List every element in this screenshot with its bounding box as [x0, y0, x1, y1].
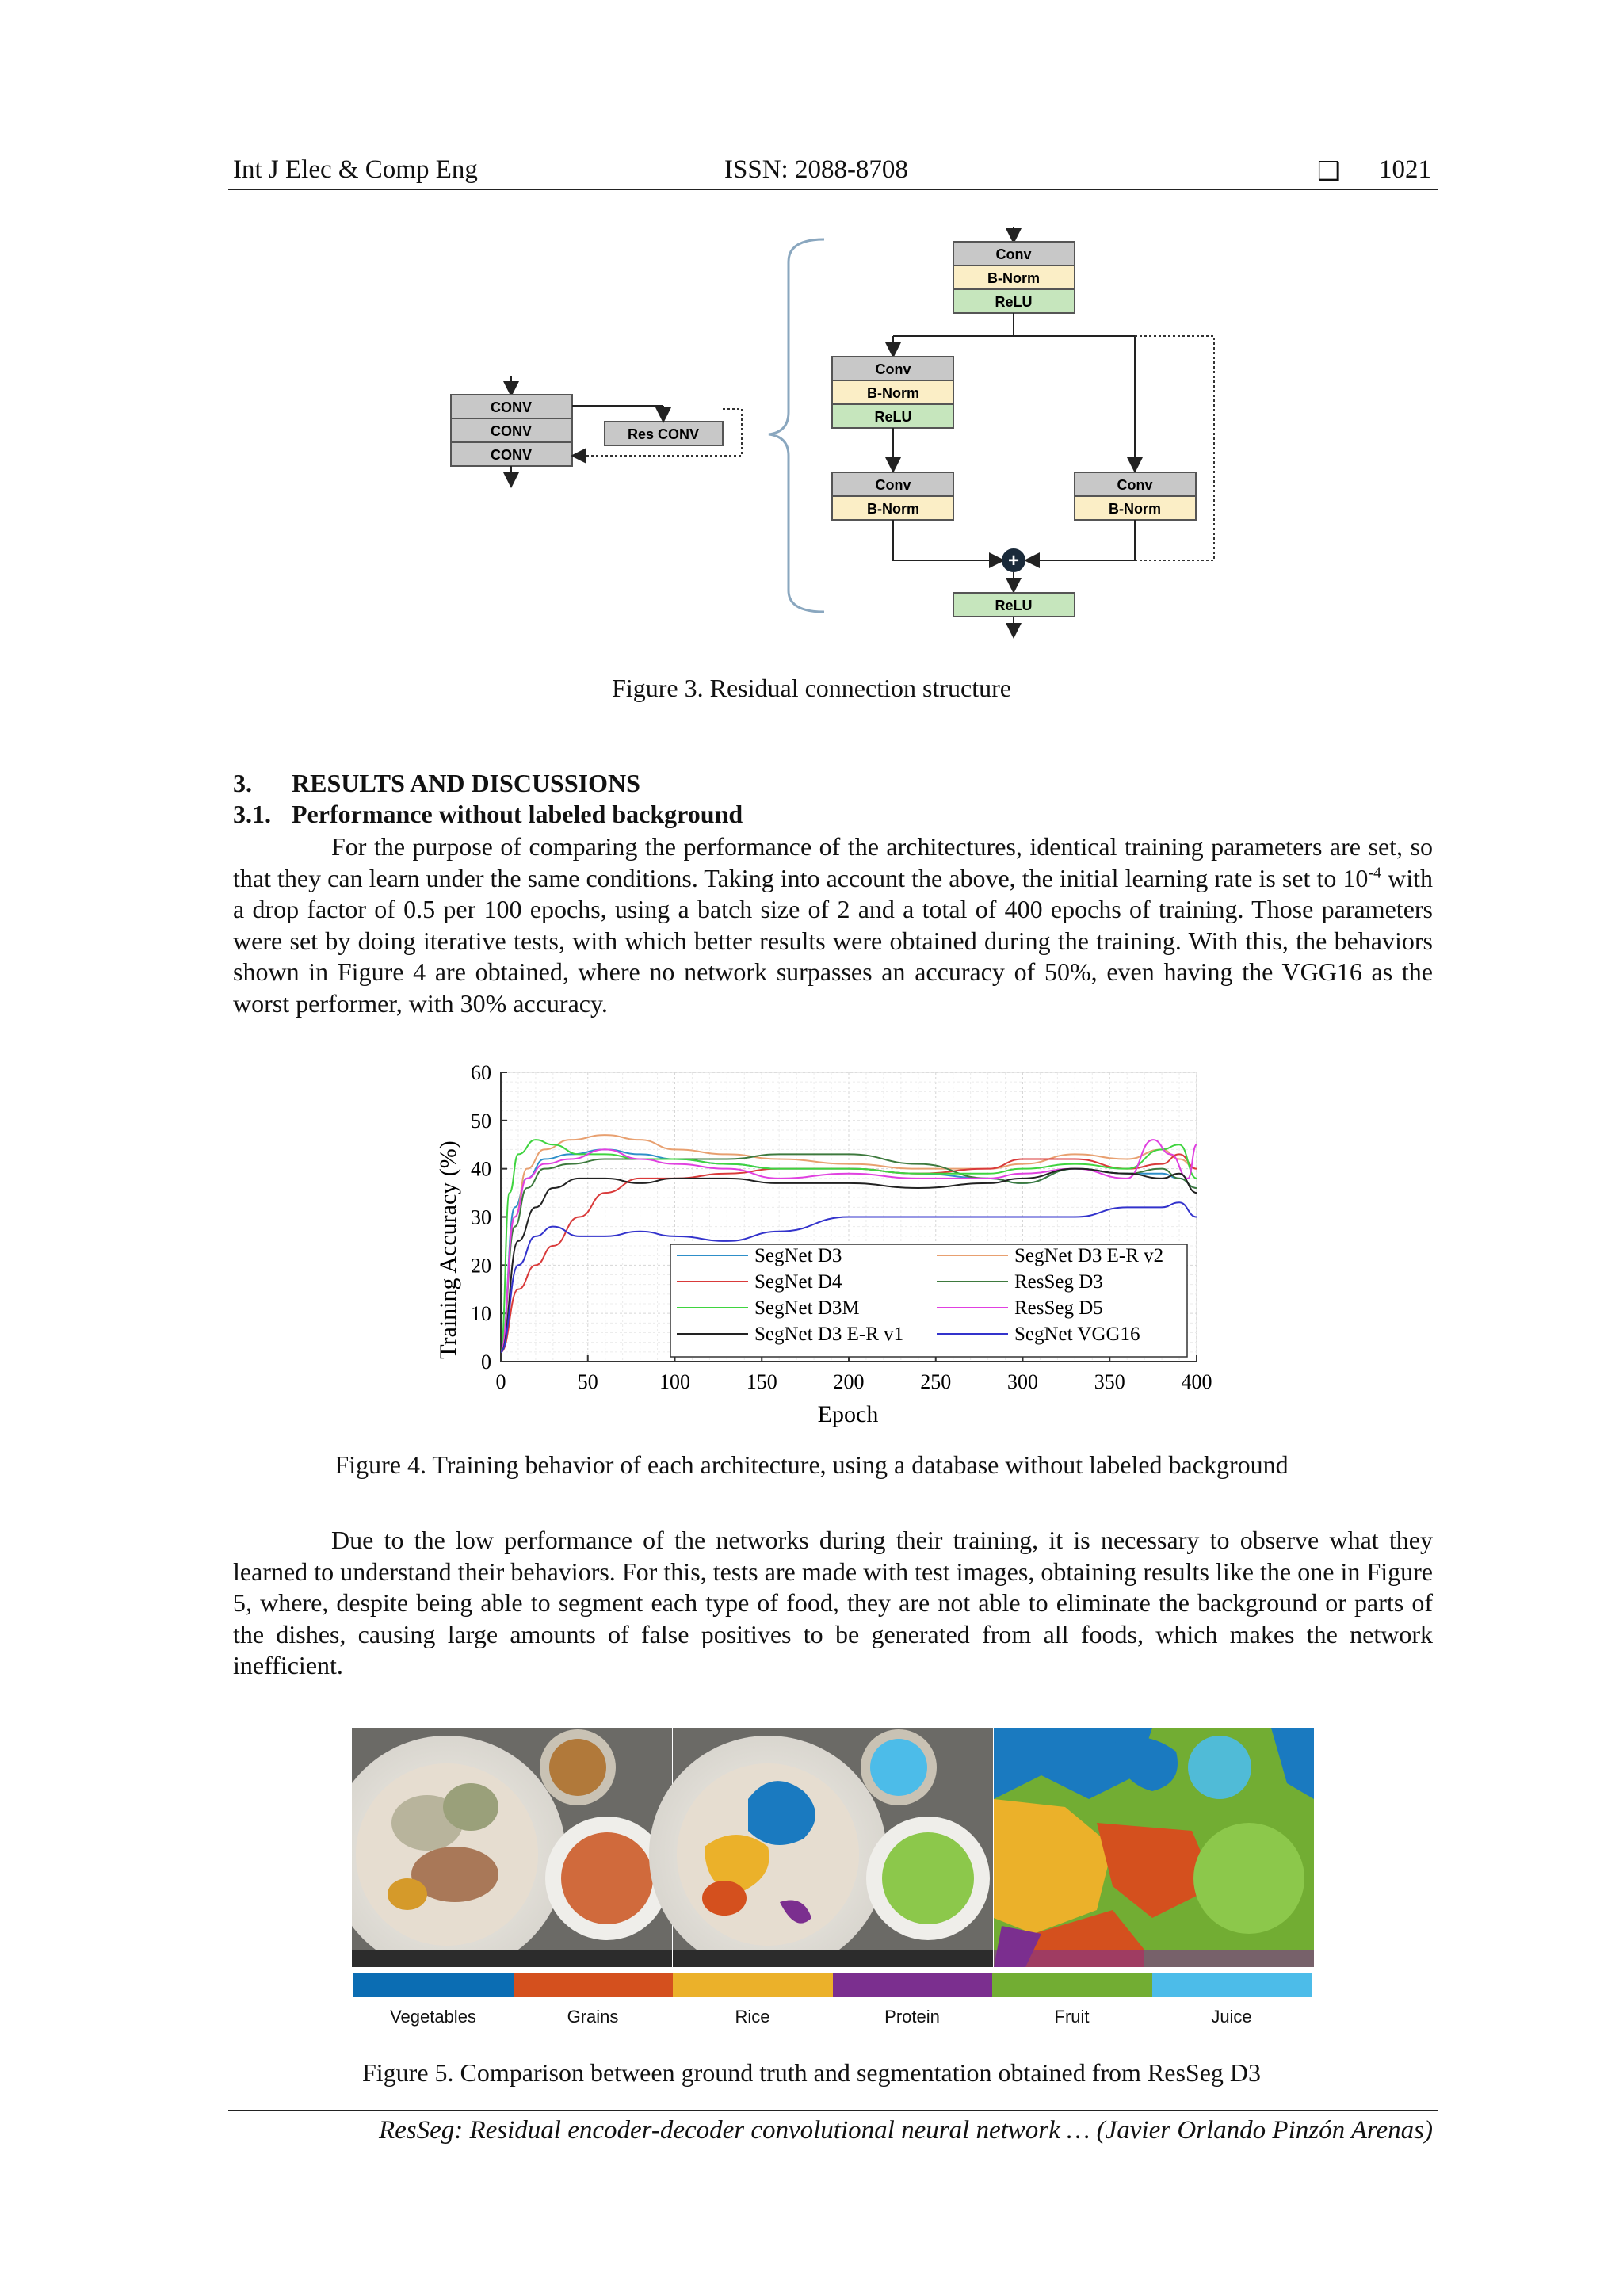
- footer-citation: ResSeg: Residual encoder-decoder convolutional neural network … (Javier Orlando Pinzón Arenas): [378, 2116, 1433, 2145]
- legend-label: ResSeg D3: [1014, 1271, 1103, 1293]
- x-tick-label: 150: [746, 1370, 777, 1393]
- p1-part-b: with a drop factor of 0.5 per 100 epochs, using a batch size of 2 and a total of 400 epochs of training. Those parameters were set by doing iterative tests, with which better results were obtained during the training. With this, the behaviors shown in Figure 4 are obtained, where no network surpasses an accuracy of 50%, even having the VGG16 as the worst performer, with 30% accuracy.: [233, 863, 1434, 1018]
- left-conv-2: CONV: [490, 423, 533, 439]
- p1-superscript: -4: [1368, 863, 1382, 881]
- x-tick-label: 350: [1094, 1370, 1125, 1393]
- y-tick-label: 20: [471, 1254, 491, 1278]
- legend-label: SegNet VGG16: [1014, 1324, 1140, 1345]
- legend-label: SegNet D4: [754, 1271, 842, 1293]
- figure3-caption: Figure 3. Residual connection structure: [612, 674, 1011, 702]
- section-number: 3.: [233, 769, 252, 797]
- residual-diagram: [428, 222, 1236, 642]
- mid-bnorm: B-Norm: [867, 385, 919, 401]
- p1-part-a: For the purpose of comparing the performance of the architectures, identical training parameters are set, so that they can learn under the same conditions. Taking into account the above, the initial learning rate is set to 10: [233, 832, 1433, 892]
- y-tick-label: 30: [471, 1205, 491, 1229]
- original-image: [352, 1728, 672, 1967]
- training-accuracy-chart: [428, 1054, 1228, 1435]
- legend-label: SegNet D3 E-R v2: [1014, 1245, 1164, 1266]
- top-relu: ReLU: [995, 294, 1033, 310]
- prediction-image: [994, 1728, 1314, 1967]
- left-conv-1: CONV: [490, 399, 533, 415]
- class-swatch: [992, 1973, 1153, 1997]
- figure4-caption: Figure 4. Training behavior of each architecture, using a database without labeled background: [334, 1450, 1289, 1479]
- page-number: 1021: [1379, 155, 1431, 184]
- x-tick-label: 0: [495, 1370, 506, 1393]
- bl-bnorm: B-Norm: [867, 501, 919, 517]
- y-axis-label: Training Accuracy (%): [435, 1140, 461, 1359]
- x-tick-label: 50: [577, 1370, 598, 1393]
- mid-relu: ReLU: [874, 409, 912, 425]
- ground-truth-image: [649, 1728, 993, 1967]
- footer-rule: [228, 2110, 1438, 2111]
- bl-conv: Conv: [875, 477, 911, 493]
- class-label: Protein: [884, 2007, 940, 2027]
- x-axis-label: Epoch: [817, 1401, 879, 1427]
- legend-label: SegNet D3 E-R v1: [754, 1324, 904, 1345]
- class-label: Juice: [1211, 2007, 1252, 2027]
- legend-label: SegNet D3: [754, 1245, 842, 1266]
- x-tick-label: 250: [920, 1370, 952, 1393]
- class-swatch: [353, 1973, 514, 1997]
- y-tick-label: 10: [471, 1302, 491, 1326]
- segmentation-image-strip: [352, 1728, 1314, 1967]
- left-conv-3: CONV: [490, 447, 533, 463]
- legend-label: SegNet D3M: [754, 1297, 860, 1319]
- issn: ISSN: 2088-8708: [724, 155, 908, 184]
- figure5-caption: Figure 5. Comparison between ground truth and segmentation obtained from ResSeg D3: [361, 2058, 1261, 2087]
- class-swatch: [673, 1973, 834, 1997]
- x-tick-label: 400: [1181, 1370, 1212, 1393]
- y-tick-label: 0: [481, 1350, 491, 1373]
- header-rule: [228, 189, 1438, 190]
- paragraph-1: [233, 831, 1433, 1019]
- top-bnorm: B-Norm: [987, 270, 1040, 286]
- x-tick-label: 300: [1007, 1370, 1038, 1393]
- top-conv: Conv: [995, 246, 1032, 262]
- mid-conv: Conv: [875, 361, 911, 377]
- class-label: Vegetables: [390, 2007, 476, 2027]
- x-tick-label: 200: [833, 1370, 865, 1393]
- y-tick-label: 40: [471, 1157, 491, 1181]
- br-conv: Conv: [1117, 477, 1153, 493]
- res-conv-label: Res CONV: [627, 426, 700, 442]
- out-relu: ReLU: [995, 598, 1033, 613]
- subsection-heading: Performance without labeled background: [292, 800, 743, 828]
- journal-name: Int J Elec & Comp Eng: [233, 155, 478, 184]
- paragraph-2: Due to the low performance of the networks during their training, it is necessary to observe what they learned to understand their behaviors. For this, tests are made with test images, obtaining results like the one in Figure 5, where, despite being able to segment each type of food, they are not able to eliminate the background or parts of the dishes, causing large amounts of false positives to be generated from all foods, which makes the network inefficient.: [233, 1526, 1433, 1679]
- class-label: Rice: [735, 2007, 770, 2027]
- left-conv-stack: [451, 395, 572, 466]
- plus-symbol: +: [1007, 550, 1020, 571]
- class-swatch: [514, 1973, 674, 1997]
- class-label: Grains: [567, 2007, 619, 2027]
- box-icon: ❑: [1317, 158, 1341, 186]
- class-swatch: [833, 1973, 994, 1997]
- x-tick-label: 100: [659, 1370, 690, 1393]
- class-swatch: [1152, 1973, 1313, 1997]
- legend-label: ResSeg D5: [1014, 1297, 1103, 1319]
- section-heading: RESULTS AND DISCUSSIONS: [292, 769, 640, 797]
- y-tick-label: 60: [471, 1061, 491, 1084]
- class-label: Fruit: [1054, 2007, 1090, 2027]
- y-tick-label: 50: [471, 1109, 491, 1133]
- subsection-number: 3.1.: [233, 800, 271, 828]
- br-bnorm: B-Norm: [1109, 501, 1161, 517]
